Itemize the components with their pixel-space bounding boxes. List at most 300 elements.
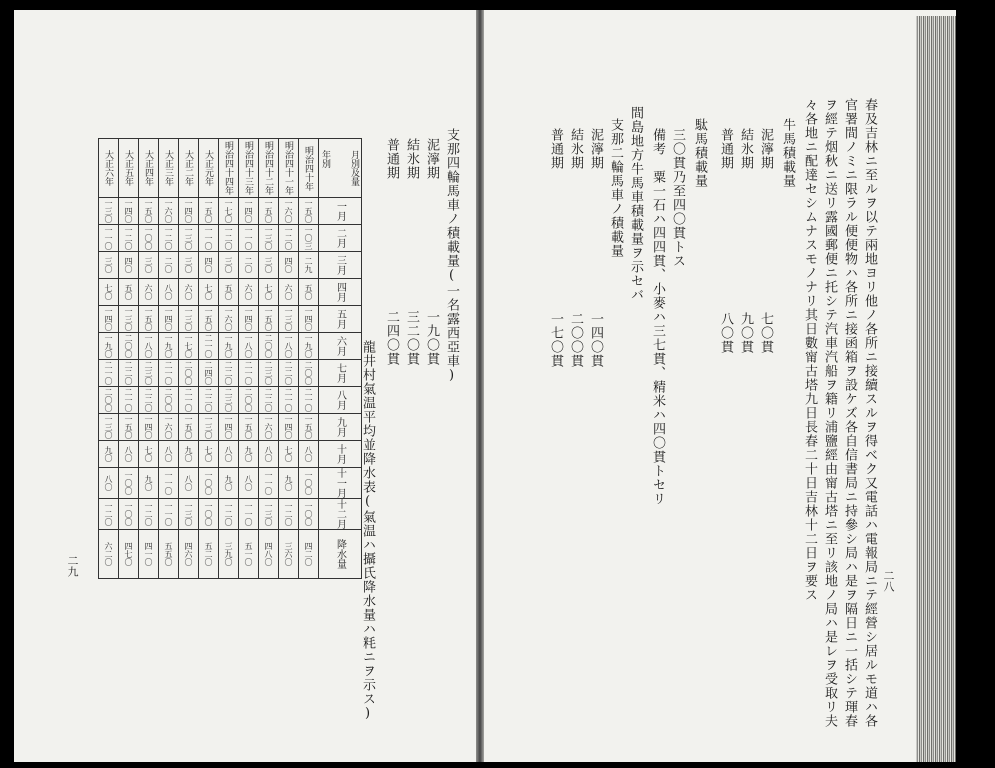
table-cell — [199, 499, 219, 530]
table-cell — [279, 279, 299, 306]
text-column: 春及吉林ニ至ルヲ以テ兩地ヨリ他ノ各所ニ接續スルヲ得ベク又電話ハ電報局ニテ經營シ居ルモ道ハ各 — [862, 98, 877, 728]
table-cell — [159, 468, 179, 499]
load-value: 二〇〇貫 — [568, 312, 583, 368]
cell-value: 一五〇 — [124, 415, 133, 439]
table-cell — [159, 441, 179, 468]
cell-value: 二三〇 — [264, 361, 273, 385]
cell-value: 八〇 — [184, 475, 193, 491]
cell-value: 一三〇 — [104, 415, 113, 439]
cell-value: 五〇 — [304, 284, 313, 300]
table-cell — [259, 441, 279, 468]
table-cell — [179, 225, 199, 252]
text-column: 結氷期 — [738, 128, 753, 170]
table-cell — [179, 414, 199, 441]
text-column: 結氷期 — [568, 128, 583, 170]
cell-value: 五一〇 — [244, 542, 253, 566]
month-label: 降水量 — [334, 539, 346, 569]
table-cell — [119, 441, 139, 468]
table-cell — [299, 530, 319, 579]
cell-value: 四〇 — [284, 257, 293, 273]
cell-value: 一一〇 — [204, 226, 213, 250]
cell-value: 一五〇 — [304, 415, 313, 439]
cell-value: 六〇 — [284, 284, 293, 300]
table-cell — [279, 306, 299, 333]
month-header — [319, 360, 362, 387]
cell-value: 八〇 — [124, 446, 133, 462]
cell-value: 一七〇 — [224, 199, 233, 223]
cell-value: 九〇 — [184, 446, 193, 462]
table-cell — [239, 360, 259, 387]
cell-value: 一五〇 — [144, 307, 153, 331]
cell-value: 八〇 — [164, 446, 173, 462]
table-cell — [159, 252, 179, 279]
table-cell — [219, 414, 239, 441]
table-cell — [179, 306, 199, 333]
text-column: ヲ經テ烟秋ニ送リ露國郵便ニ托シテ汽車汽船ヲ籍リ浦鹽經由甯古塔ニ至リ該地ノ局ハ是レヲ受取リ夫 — [822, 98, 837, 728]
table-cell — [119, 387, 139, 414]
table-cell — [299, 252, 319, 279]
year-header — [179, 139, 199, 198]
cell-value: 六〇 — [244, 284, 253, 300]
cell-value: 一〇〇 — [124, 471, 133, 495]
cell-value: 一六〇 — [164, 199, 173, 223]
table-cell — [259, 360, 279, 387]
cell-value: 一一〇 — [164, 471, 173, 495]
table-cell — [139, 252, 159, 279]
cell-value: 二〇〇 — [304, 361, 313, 385]
table-cell — [179, 387, 199, 414]
cell-value: 一二〇 — [144, 502, 153, 526]
table-cell — [159, 414, 179, 441]
cell-value: 四八〇 — [264, 542, 273, 566]
load-value: 三二〇貫 — [404, 310, 419, 366]
year-header — [219, 139, 239, 198]
table-cell — [99, 499, 119, 530]
table-cell — [199, 225, 219, 252]
page-edges — [916, 16, 956, 762]
table-cell — [139, 530, 159, 579]
table-cell — [219, 441, 239, 468]
table-cell — [259, 499, 279, 530]
table-cell — [179, 198, 199, 225]
cell-value: 一五〇 — [244, 415, 253, 439]
table-cell — [99, 252, 119, 279]
year-header — [239, 139, 259, 198]
table-cell — [259, 306, 279, 333]
text-column: 普通期 — [548, 128, 563, 170]
table-cell — [219, 499, 239, 530]
cell-value: 二一〇 — [184, 388, 193, 412]
table-row — [99, 499, 362, 530]
cell-value: 二〇〇 — [244, 388, 253, 412]
cell-value: 一九〇 — [164, 334, 173, 358]
cell-value: 二〇〇 — [104, 388, 113, 412]
year-label: 明治四十四年 — [223, 141, 233, 195]
month-header — [319, 414, 362, 441]
table-cell — [259, 333, 279, 360]
table-cell — [279, 441, 299, 468]
table-cell — [159, 530, 179, 579]
month-header — [319, 279, 362, 306]
table-cell — [119, 360, 139, 387]
cell-value: 一三〇 — [284, 307, 293, 331]
cell-value: 二一〇 — [164, 361, 173, 385]
table-cell — [159, 279, 179, 306]
year-header — [159, 139, 179, 198]
table-cell — [219, 530, 239, 579]
year-label: 大正元年 — [203, 150, 213, 186]
cell-value: 一二〇 — [284, 226, 293, 250]
year-header — [99, 139, 119, 198]
cell-value: 二〇〇 — [264, 334, 273, 358]
table-cell — [239, 414, 259, 441]
load-value: 八〇貫 — [718, 312, 733, 354]
cell-value: 一七〇 — [184, 334, 193, 358]
table-cell — [139, 414, 159, 441]
table-cell — [119, 499, 139, 530]
month-header — [319, 387, 362, 414]
month-header — [319, 198, 362, 225]
month-header — [319, 499, 362, 530]
table-cell — [99, 333, 119, 360]
year-header — [119, 139, 139, 198]
cell-value: 七〇 — [104, 284, 113, 300]
table-cell — [179, 441, 199, 468]
cell-value: 一二〇 — [124, 226, 133, 250]
cell-value: 一二〇 — [164, 226, 173, 250]
table-cell — [139, 333, 159, 360]
table-cell — [119, 252, 139, 279]
cell-value: 六〇 — [144, 284, 153, 300]
table-cell — [139, 468, 159, 499]
table-cell — [159, 387, 179, 414]
cell-value: 一四〇 — [184, 199, 193, 223]
cell-value: 四〇 — [204, 257, 213, 273]
table-cell — [219, 360, 239, 387]
table-cell — [259, 468, 279, 499]
table-cell — [299, 225, 319, 252]
corner-top: 月別及量 — [349, 150, 359, 186]
table-row — [99, 530, 362, 579]
cell-value: 一二〇 — [284, 502, 293, 526]
table-cell — [299, 468, 319, 499]
table-cell — [239, 333, 259, 360]
cell-value: 五五〇 — [164, 542, 173, 566]
month-label: 七月 — [334, 363, 346, 383]
cell-value: 一九〇 — [224, 334, 233, 358]
table-cell — [219, 225, 239, 252]
cell-value: 二〇 — [164, 257, 173, 273]
cell-value: 八〇 — [244, 475, 253, 491]
cell-value: 一〇三 — [304, 226, 313, 250]
table-cell — [179, 530, 199, 579]
table-cell — [299, 279, 319, 306]
year-header — [299, 139, 319, 198]
table-cell — [119, 468, 139, 499]
text-column: 々各地ニ配達セシムナスモノナリ其日數甯古塔九日長春二十日吉林十二日ヲ要ス — [802, 98, 817, 602]
cell-value: 八〇 — [164, 284, 173, 300]
table-cell — [259, 414, 279, 441]
text-column: 泥濘期 — [424, 138, 439, 180]
table-cell — [279, 198, 299, 225]
table-cell — [119, 333, 139, 360]
cell-value: 一三〇 — [184, 502, 193, 526]
text-column: 泥濘期 — [588, 128, 603, 170]
load-value: 二四〇貫 — [384, 310, 399, 366]
cell-value: 五〇 — [124, 284, 133, 300]
cell-value: 一四〇 — [244, 199, 253, 223]
text-column: 官署間ノミニ限ラル便便物ハ各所ニ接函箱ヲ設ケズ各自信書局ニ持參シ局ハ是ヲ隔日ニ一括シテ琿春 — [842, 98, 857, 728]
year-header — [139, 139, 159, 198]
table-cell — [159, 306, 179, 333]
table-cell — [99, 360, 119, 387]
cell-value: 四七〇 — [124, 542, 133, 566]
cell-value: 一〇〇 — [124, 502, 133, 526]
month-label: 六月 — [334, 336, 346, 356]
table-cell — [139, 198, 159, 225]
year-header — [279, 139, 299, 198]
table-row — [99, 387, 362, 414]
table-cell — [199, 252, 219, 279]
cell-value: 一四〇 — [284, 415, 293, 439]
table-cell — [199, 468, 219, 499]
text-column: 支那二輪馬車ノ積載量 — [608, 118, 623, 258]
table-cell — [119, 225, 139, 252]
cell-value: 二一〇 — [304, 388, 313, 412]
table-cell — [139, 360, 159, 387]
cell-value: 二〇 — [244, 257, 253, 273]
cell-value: 五二〇 — [204, 542, 213, 566]
table-cell — [119, 198, 139, 225]
cell-value: 一〇〇 — [144, 226, 153, 250]
table-cell — [179, 333, 199, 360]
table-cell — [139, 279, 159, 306]
table-cell — [239, 225, 259, 252]
cell-value: 二二〇 — [124, 361, 133, 385]
text-column: 備考 粟一石ハ四四貫、小麥ハ三七貫、精米ハ四〇貫トセリ — [650, 128, 665, 506]
cell-value: 一〇〇 — [304, 502, 313, 526]
year-label: 大正三年 — [163, 150, 173, 186]
table-cell — [299, 441, 319, 468]
table-cell — [159, 198, 179, 225]
table-cell — [199, 414, 219, 441]
table-cell — [239, 441, 259, 468]
cell-value: 七〇 — [204, 284, 213, 300]
table-cell — [99, 414, 119, 441]
cell-value: 二二〇 — [264, 388, 273, 412]
table-cell — [219, 279, 239, 306]
text-column: 三〇貫乃至四〇貫トス — [670, 128, 685, 268]
table-cell — [99, 279, 119, 306]
table-row — [99, 468, 362, 499]
table-cell — [179, 360, 199, 387]
cell-value: 六〇 — [184, 284, 193, 300]
table-cell — [99, 441, 119, 468]
year-label: 大正五年 — [123, 150, 133, 186]
cell-value: 八〇 — [264, 446, 273, 462]
cell-value: 五〇 — [224, 284, 233, 300]
load-value: 九〇貫 — [738, 312, 753, 354]
table-cell — [279, 387, 299, 414]
table-cell — [119, 414, 139, 441]
text-column: 牛馬積載量 — [780, 118, 795, 188]
cell-value: 一〇〇 — [304, 471, 313, 495]
cell-value: 一八〇 — [284, 334, 293, 358]
load-value: 七〇貫 — [758, 312, 773, 354]
cell-value: 一九〇 — [304, 334, 313, 358]
table-cell — [219, 333, 239, 360]
cell-value: 四一〇 — [144, 542, 153, 566]
cell-value: 一二〇 — [224, 502, 233, 526]
cell-value: 二一〇 — [204, 334, 213, 358]
load-value: 一九〇貫 — [424, 310, 439, 366]
cell-value: 八〇 — [304, 446, 313, 462]
year-label: 明治四十二年 — [263, 141, 273, 195]
climate-table — [98, 138, 362, 579]
table-cell — [279, 499, 299, 530]
text-column: 普通期 — [718, 128, 733, 170]
cell-value: 一五〇 — [204, 199, 213, 223]
table-cell — [179, 499, 199, 530]
cell-value: 二二〇 — [284, 361, 293, 385]
cell-value: 一五〇 — [304, 199, 313, 223]
cell-value: 二〇〇 — [164, 388, 173, 412]
month-label: 一月 — [334, 201, 346, 221]
table-cell — [199, 198, 219, 225]
month-label: 三月 — [334, 255, 346, 275]
cell-value: 九〇 — [224, 475, 233, 491]
table-cell — [299, 360, 319, 387]
table-row — [99, 333, 362, 360]
cell-value: 一四〇 — [304, 307, 313, 331]
month-header — [319, 306, 362, 333]
cell-value: 二一〇 — [104, 361, 113, 385]
month-label: 九月 — [334, 417, 346, 437]
table-cell — [219, 198, 239, 225]
table-cell — [299, 499, 319, 530]
table-cell — [259, 225, 279, 252]
cell-value: 一九〇 — [104, 334, 113, 358]
table-cell — [199, 441, 219, 468]
left-page-folio: 二九 — [66, 555, 79, 577]
cell-value: 一四〇 — [164, 307, 173, 331]
cell-value: 六二〇 — [104, 542, 113, 566]
cell-value: 一三〇 — [204, 415, 213, 439]
table-cell — [99, 387, 119, 414]
table-row — [99, 306, 362, 333]
month-label: 十月 — [334, 444, 346, 464]
table-cell — [299, 414, 319, 441]
year-label: 大正六年 — [103, 150, 113, 186]
table-cell — [139, 225, 159, 252]
table-cell — [199, 306, 219, 333]
table-cell — [259, 530, 279, 579]
table-row — [99, 414, 362, 441]
cell-value: 一四〇 — [244, 307, 253, 331]
cell-value: 三〇 — [104, 257, 113, 273]
cell-value: 一五〇 — [184, 415, 193, 439]
month-header — [319, 225, 362, 252]
cell-value: 七〇 — [144, 446, 153, 462]
cell-value: 七〇 — [204, 446, 213, 462]
table-cell — [99, 468, 119, 499]
table-cell — [99, 198, 119, 225]
table-cell — [239, 279, 259, 306]
table-cell — [259, 252, 279, 279]
cell-value: 一八〇 — [144, 334, 153, 358]
cell-value: 一四〇 — [144, 415, 153, 439]
month-header — [319, 333, 362, 360]
cell-value: 九〇 — [284, 475, 293, 491]
table-cell — [239, 198, 259, 225]
cell-value: 一五〇 — [264, 199, 273, 223]
cell-value: 三〇 — [184, 257, 193, 273]
table-cell — [259, 279, 279, 306]
cell-value: 一六〇 — [224, 307, 233, 331]
year-header — [199, 139, 219, 198]
cell-value: 一二〇 — [224, 226, 233, 250]
table-cell — [299, 198, 319, 225]
cell-value: 四六〇 — [184, 542, 193, 566]
table-cell — [199, 333, 219, 360]
table-cell — [99, 225, 119, 252]
table-cell — [99, 530, 119, 579]
cell-value: 一一〇 — [164, 502, 173, 526]
table-cell — [239, 306, 259, 333]
table-cell — [199, 387, 219, 414]
table-cell — [199, 530, 219, 579]
text-column: 普通期 — [384, 138, 399, 180]
load-value: 一七〇貫 — [548, 312, 563, 368]
cell-value: 一六〇 — [284, 199, 293, 223]
table-row — [99, 279, 362, 306]
table-cell — [219, 252, 239, 279]
table-cell — [159, 225, 179, 252]
table-cell — [199, 279, 219, 306]
table-cell — [279, 414, 299, 441]
cell-value: 一三〇 — [264, 502, 273, 526]
cell-value: 九〇 — [144, 475, 153, 491]
cell-value: 一八〇 — [244, 334, 253, 358]
year-label: 明治四十年 — [303, 145, 313, 191]
cell-value: 八〇 — [104, 475, 113, 491]
table-row — [99, 441, 362, 468]
cell-value: 四〇 — [124, 257, 133, 273]
month-header — [319, 441, 362, 468]
year-label: 明治四十一年 — [283, 141, 293, 195]
table-cell — [179, 468, 199, 499]
text-column: 支那四輪馬車ノ積載量(一名露西亞車) — [444, 128, 459, 384]
table-cell — [179, 279, 199, 306]
year-label: 明治四十三年 — [243, 141, 253, 195]
table-cell — [259, 387, 279, 414]
table-cell — [199, 360, 219, 387]
cell-value: 一六〇 — [164, 415, 173, 439]
table-cell — [99, 306, 119, 333]
book-gutter — [476, 10, 484, 762]
cell-value: 一三〇 — [124, 307, 133, 331]
table-row — [99, 252, 362, 279]
table-cell — [239, 387, 259, 414]
cell-value: 三九〇 — [224, 542, 233, 566]
table-cell — [139, 499, 159, 530]
text-column: 泥濘期 — [758, 128, 773, 170]
cell-value: 四二〇 — [304, 542, 313, 566]
year-header — [259, 139, 279, 198]
cell-value: 二四〇 — [204, 361, 213, 385]
table-cell — [299, 387, 319, 414]
table-cell — [279, 360, 299, 387]
